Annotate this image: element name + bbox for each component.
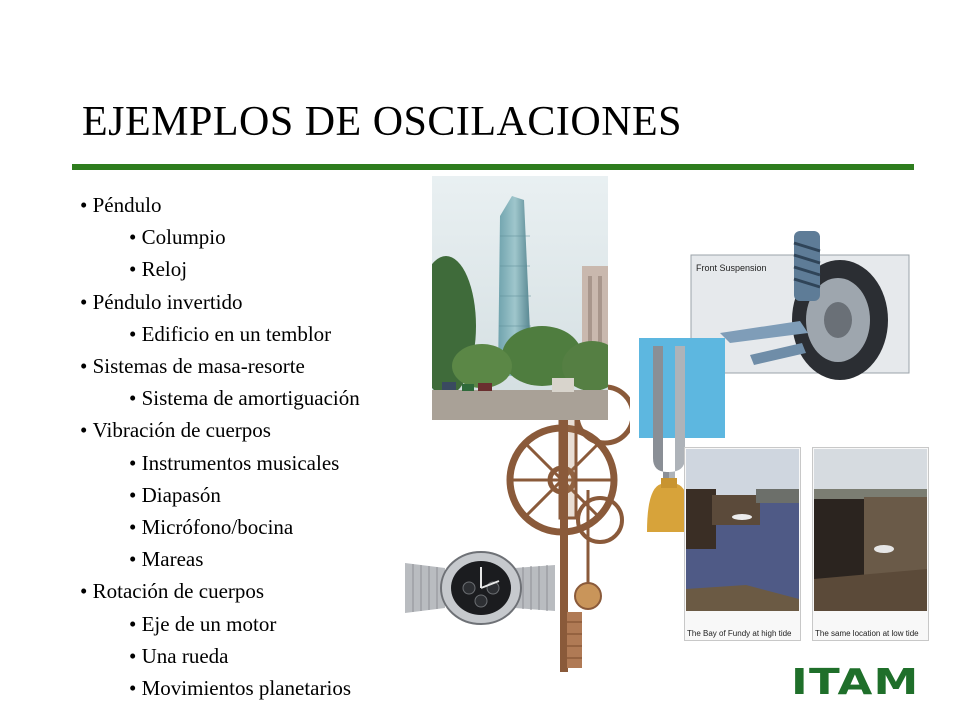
bullet-list bbox=[80, 189, 360, 704]
slide-title: EJEMPLOS DE OSCILACIONES bbox=[82, 99, 683, 145]
bullet-item: • Reloj bbox=[80, 253, 360, 285]
bullet-item: • Edificio en un temblor bbox=[80, 318, 360, 350]
skyscraper-image bbox=[432, 176, 608, 420]
bullet-item: • Movimientos planetarios bbox=[80, 672, 360, 704]
tide-high-caption: The Bay of Fundy at high tide bbox=[687, 629, 792, 638]
bullet-item: • Rotación de cuerpos bbox=[80, 575, 360, 607]
bullet-item: • Péndulo invertido bbox=[80, 286, 360, 318]
bullet-item: • Péndulo bbox=[80, 189, 360, 221]
bullet-item: • Instrumentos musicales bbox=[80, 447, 360, 479]
tide-high-image bbox=[684, 447, 801, 641]
wristwatch-image bbox=[405, 543, 555, 633]
bullet-item: • Vibración de cuerpos bbox=[80, 414, 360, 446]
tide-low-caption: The same location at low tide bbox=[815, 629, 919, 638]
itam-logo: ITAM bbox=[791, 662, 920, 703]
bullet-item: • Diapasón bbox=[80, 479, 360, 511]
bullet-item: • Sistema de amortiguación bbox=[80, 382, 360, 414]
bullet-item: • Una rueda bbox=[80, 640, 360, 672]
tide-low-image bbox=[812, 447, 929, 641]
bullet-item: • Micrófono/bocina bbox=[80, 511, 360, 543]
bullet-item: • Columpio bbox=[80, 221, 360, 253]
bullet-item: • Eje de un motor bbox=[80, 608, 360, 640]
suspension-label: Front Suspension bbox=[696, 263, 767, 273]
title-underline bbox=[72, 164, 914, 170]
bullet-item: • Mareas bbox=[80, 543, 360, 575]
bullet-item: • Sistemas de masa-resorte bbox=[80, 350, 360, 382]
